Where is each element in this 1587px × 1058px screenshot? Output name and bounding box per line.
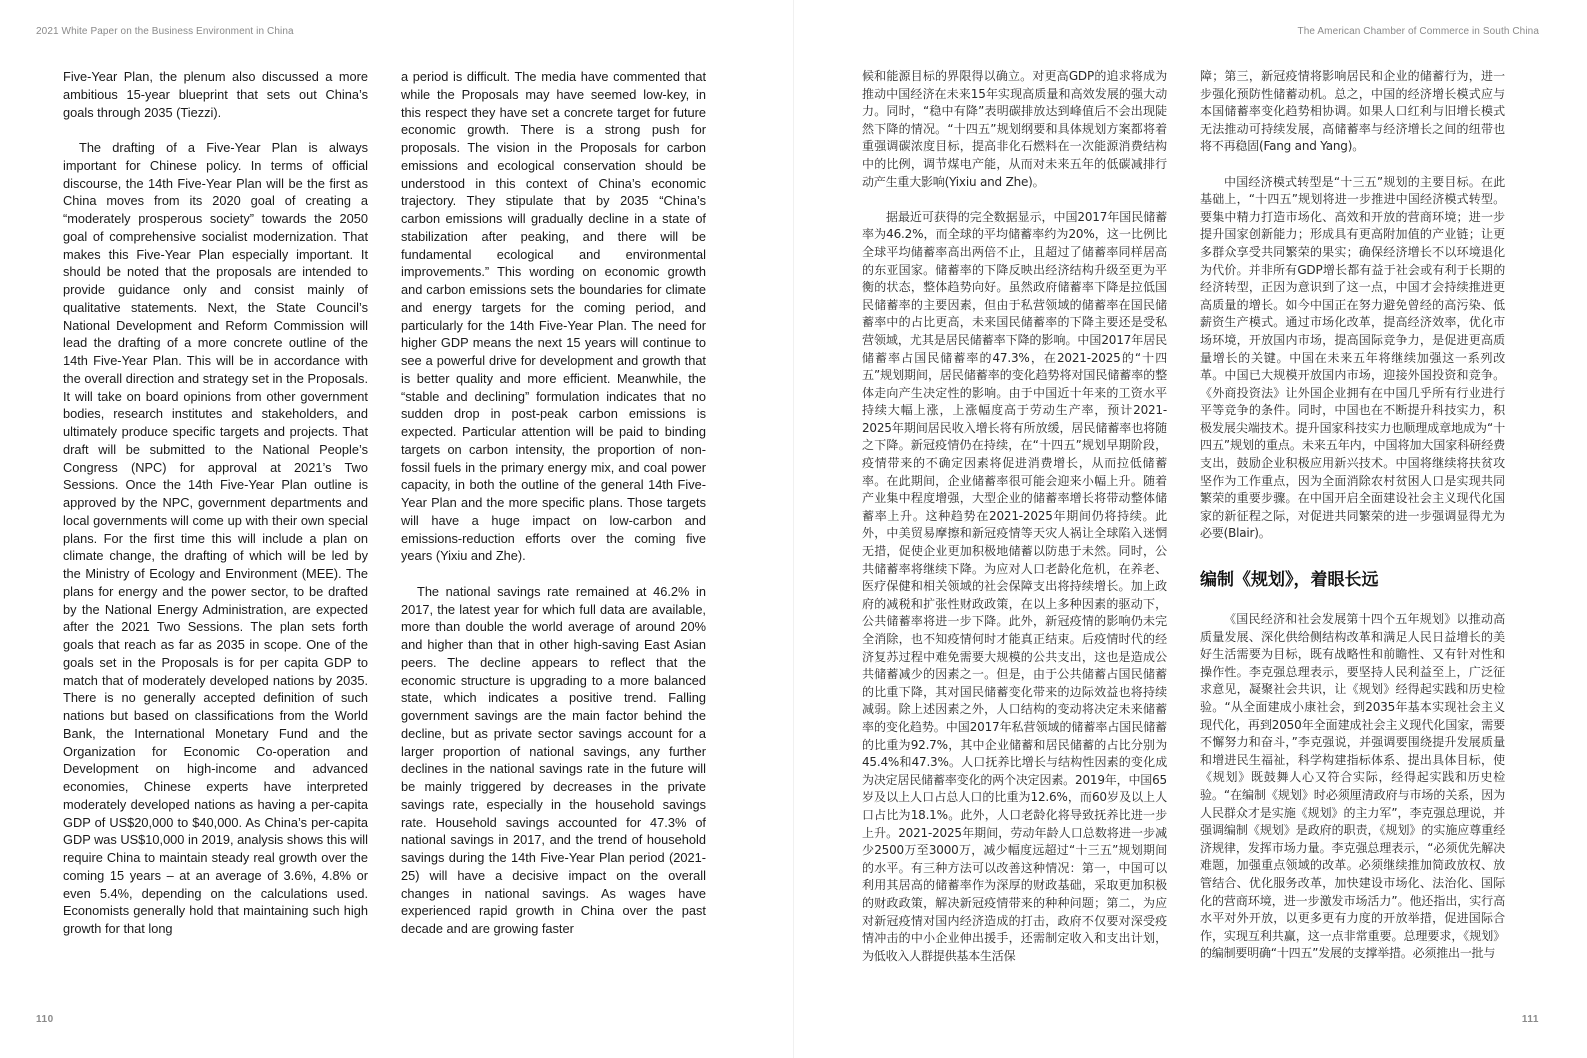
running-header-right: The American Chamber of Commerce in South China xyxy=(1297,26,1539,37)
page-gutter xyxy=(793,0,794,1058)
paragraph: The drafting of a Five-Year Plan is always important for Chinese policy. In terms of official discourse, the 14th Five-Year Plan will be the first as China moves from its 2020 goal of creating a “moderately prosperous society” towards the 2050 goal of comprehensive socialist modernization. That makes this Five-Year Plan especially important. It should be noted that the proposals are intended to provide guidance only and consist mainly of qualitative statements. Next, the State Council’s National Development and Reform Commission will lead the drafting of a more concrete outline of the 14th Five-Year Plan. This will be in accordance with the overall direction and strategy set in the Proposals. It will take on board opinions from other government bodies, research institutes and stakeholders, and ultimately produce specific targets and projects. That draft will be submitted to the National People’s Congress (NPC) for approval at 2021’s Two Sessions. Once the 14th Five-Year Plan outline is approved by the NPC, government departments and local governments will come up with their own special plans. For the first time this will include a plan on climate change, the drafting of which will be led by the Ministry of Ecology and Environment (MEE). The plans for energy and the power sector, to be drafted by the National Energy Administration, are expected after the 2021 Two Sessions. The plan sets forth goals that reach as far as 2035 in scope. One of the goals set in the Proposals is for per capita GDP to match that of moderately developed nations by 2035. There is no generally accepted definition of such nations but based on classifications from the World Bank, the International Monetary Fund and the Organization for Economic Co-operation and Development on high-income and advanced economies, Chinese experts have interpreted moderately developed nations as having a per-capita GDP of US$20,000 to $40,000. As China’s per-capita GDP was US$10,000 in 2019, analysis shows this will require China to maintain steady real growth over the coming 15 years – at an average of 3.6%, 4.8% or even 5.4%, depending on the calculations used. Economists generally hold that maintaining such high growth for that long xyxy=(63,140,368,936)
paragraph: 据最近可获得的完全数据显示，中国2017年国民储蓄率为46.2%，而全球的平均储蓄率约为20%，这一比例比全球平均储蓄率高出两倍不止，且超过了储蓄率同样居高的东亚国家。储蓄率的下降反映出经济结构升级至更为平衡的状态，整体趋势向好。虽然政府储蓄率下降是拉低国民储蓄率的主要因素，但由于私营领域的储蓄率在国民储蓄率中的占比更高，未来国民储蓄率的下降主要还是受私营领域，尤其是居民储蓄率下降的影响。中国2017年居民储蓄率占国民储蓄率的47.3%，在2021-2025的“十四五”规划期间，居民储蓄率的变化趋势将对国民储蓄率的整体走向产生决定性的影响。由于中国近十年来的工资水平持续大幅上涨，上涨幅度高于劳动生产率，预计2021-2025年期间居民收入增长将有所放缓，居民储蓄率也将随之下降。新冠疫情仍在持续，在“十四五”规划早期阶段，疫情带来的不确定因素将促进消费增长，从而拉低储蓄率。在此期间，企业储蓄率很可能会迎来小幅上升。随着产业集中程度增强，大型企业的储蓄率增长将带动整体储蓄率上升。这种趋势在2021-2025年期间仍将持续。此外，中美贸易摩擦和新冠疫情等天灾人祸让全球陷入迷惘无措，促使企业更加积极地储蓄以防患于未然。同时，公共储蓄率将继续下降。为应对人口老龄化危机，在养老、医疗保健和相关领域的社会保障支出将持续增长。加上政府的减税和扩张性财政政策，在以上多种因素的驱动下，公共储蓄率将进一步下降。此外，新冠疫情的影响仍未完全消除，也不知疫情何时才能真正结束。后疫情时代的经济复苏过程中难免需要大规模的公共支出，这也是造成公共储蓄减少的因素之一。但是，由于公共储蓄占国民储蓄的比重下降，其对国民储蓄变化带来的边际效益也将持续减弱。除上述因素之外，人口结构的变动将决定未来储蓄率的变化趋势。中国2017年私营领域的储蓄率占国民储蓄的比重为92.7%，其中企业储蓄和居民储蓄的占比分别为45.4%和47.3%。人口抚养比增长与结构性因素的变化成为决定居民储蓄率变化的两个决定因素。2019年，中国65岁及以上人口占总人口的比重为12.6%，而60岁及以上人口占比为18.1%。此外，人口老龄化将导致抚养比进一步上升。2021-2025年期间，劳动年龄人口总数将进一步减少2500万至3000万，减少幅度远超过“十三五”规划期间的水平。有三种方法可以改善这种情况：第一，中国可以利用其居高的储蓄率作为深厚的财政基础，采取更加积极的财政政策，解决新冠疫情带来的种种问题；第二，为应对新冠疫情对国内经济造成的打击，政府不仅要对深受疫情冲击的中小企业伸出援手，还需制定收入和支出计划，为低收入人群提供基本生活保 xyxy=(862,209,1167,963)
chinese-column-1 xyxy=(862,68,1167,978)
running-header-left: 2021 White Paper on the Business Environment in China xyxy=(36,26,294,37)
english-column-2 xyxy=(401,68,706,978)
paragraph: Five-Year Plan, the plenum also discussed a more ambitious 15-year blueprint that sets out China’s goals through 2035 (Tiezzi). xyxy=(63,69,368,120)
paragraph: a period is difficult. The media have commented that while the Proposals may have seemed low-key, in this respect they have set a concrete target for future economic growth. There is a strong push for proposals. The vision in the Proposals for carbon emissions and ecological conservation should be understood in this context of China’s economic trajectory. They stipulate that by 2035 “China’s carbon emissions will gradually decline in a state of stabilization after peaking, and there will be fundamental ecological and environmental improvements.” This wording on economic growth and carbon emissions sets the boundaries for climate and energy targets for the coming period, and particularly for the 14th Five-Year Plan. The need for higher GDP means the next 15 years will continue to see a powerful drive for development and growth that is better quality and more efficient. Meanwhile, the “stable and declining” formulation indicates that no sudden drop in post-peak carbon emissions is expected. Particular attention will be paid to binding targets on carbon intensity, the proportion of non-fossil fuels in the primary energy mix, and coal power capacity, in both the outline of the general 14th Five-Year Plan and the more specific plans. Those targets will have a huge impact on low-carbon and emissions-reduction efforts over the coming five years (Yixiu and Zhe). xyxy=(401,69,706,564)
paragraph: 障；第三，新冠疫情将影响居民和企业的储蓄行为，进一步强化预防性储蓄动机。总之，中国的经济增长模式应与本国储蓄率变化趋势相协调。如果人口红利与旧增长模式无法推动可持续发展，高储蓄率与经济增长之间的纽带也将不再稳固(Fang and Yang)。 xyxy=(1200,69,1505,154)
paragraph: 《国民经济和社会发展第十四个五年规划》以推动高质量发展、深化供给侧结构改革和满足人民日益增长的美好生活需要为目标，既有战略性和前瞻性、又有针对性和操作性。李克强总理表示，要坚持人民利益至上，广泛征求意见，凝聚社会共识，让《规划》经得起实践和历史检验。“从全面建成小康社会，到2035年基本实现社会主义现代化，再到2050年全面建成社会主义现代化国家，需要不懈努力和奋斗，”李克强说，并强调要围绕提升发展质量和增进民生福祉，科学构建指标体系、提出具体目标，使《规划》既鼓舞人心又符合实际，经得起实践和历史检验。“在编制《规划》时必须厘清政府与市场的关系，因为人民群众才是实施《规划》的主力军”，李克强总理说，并强调编制《规划》是政府的职责，《规划》的实施应尊重经济规律，发挥市场力量。李克强总理表示，“必须优先解决难题，加强重点领域的改革。必须继续推加简政放权、放管结合、优化服务改革，加快建设市场化、法治化、国际化的营商环境，进一步激发市场活力”。他还指出，实行高水平对外开放，以更多更有力度的开放举措，促进国际合作，实现互利共赢，这一点非常重要。总理要求，《规划》的编制要明确“十四五”发展的支撑举措。必须推出一批与 xyxy=(1200,612,1505,961)
paragraph: 候和能源目标的界限得以确立。对更高GDP的追求将成为推动中国经济在未来15年实现高质量和高效发展的强大动力。同时，“稳中有降”表明碳排放达到峰值后不会出现陡然下降的情况。“十四五”规划纲要和具体规划方案都将着重强调碳浓度目标，提高非化石燃料在一次能源消费结构中的比例，调节煤电产能，从而对未来五年的低碳减排行动产生重大影响(Yixiu and Zhe)。 xyxy=(862,69,1167,189)
chinese-column-2 xyxy=(1200,68,1505,978)
section-heading-wrap xyxy=(1200,569,1505,591)
page-number-left: 110 xyxy=(36,1014,54,1025)
paragraph: 中国经济模式转型是“十三五”规划的主要目标。在此基础上，“十四五”规划将进一步推进中国经济模式转型。要集中精力打造市场化、高效和开放的营商环境；进一步提升国家创新能力；形成具有更高附加值的产业链；让更多群众享受共同繁荣的果实；确保经济增长不以环境退化为代价。并非所有GDP增长都有益于社会或有利于长期的经济转型，正因为意识到了这一点，中国才会持续推进更高质量的增长。如今中国正在努力避免曾经的高污染、低薪资生产模式。通过市场化改革，提高经济效率，优化市场环境，开放国内市场，提高国际竞争力，是促进更高质量增长的关键。中国在未来五年将继续加强这一系列改革。中国已大规模开放国内市场，迎接外国投资和竞争。《外商投资法》让外国企业拥有在中国几乎所有行业进行平等竞争的条件。同时，中国也在不断提升科技实力，积极发展尖端技术。提升国家科技实力也顺理成章地成为“十四五”规划的重点。未来五年内，中国将加大国家科研经费支出，鼓励企业积极应用新兴技术。中国将继续将扶贫攻坚作为工作重点，因为全面消除农村贫困人口是实现共同繁荣的重要步骤。在中国开启全面建设社会主义现代化国家的新征程之际，对促进共同繁荣的进一步强调显得尤为必要(Blair)。 xyxy=(1200,174,1505,541)
paragraph: The national savings rate remained at 46.2% in 2017, the latest year for which full data are available, more than double the world average of around 20% and higher than that in other high-saving East Asian peers. The decline appears to reflect that the economic structure is upgrading to a more balanced state, which indicates a positive trend. Falling government savings are the main factor behind the decline, but as private sector savings account for a larger proportion of national savings, any further declines in the national savings rate in the future will be mainly triggered by decreases in the private savings rate, especially in the household savings rate. Household savings accounted for 47.3% of national savings in 2017, and the trend of household savings during the 14th Five-Year Plan period (2021-25) will have a decisive impact on the overall changes in national savings. As wages have experienced rapid growth in China over the past decade and are growing faster xyxy=(401,583,706,936)
english-column-1 xyxy=(63,68,368,978)
page-number-right: 111 xyxy=(1521,1014,1539,1025)
section-heading: 编制《规划》，着眼长远 xyxy=(1200,570,1379,591)
